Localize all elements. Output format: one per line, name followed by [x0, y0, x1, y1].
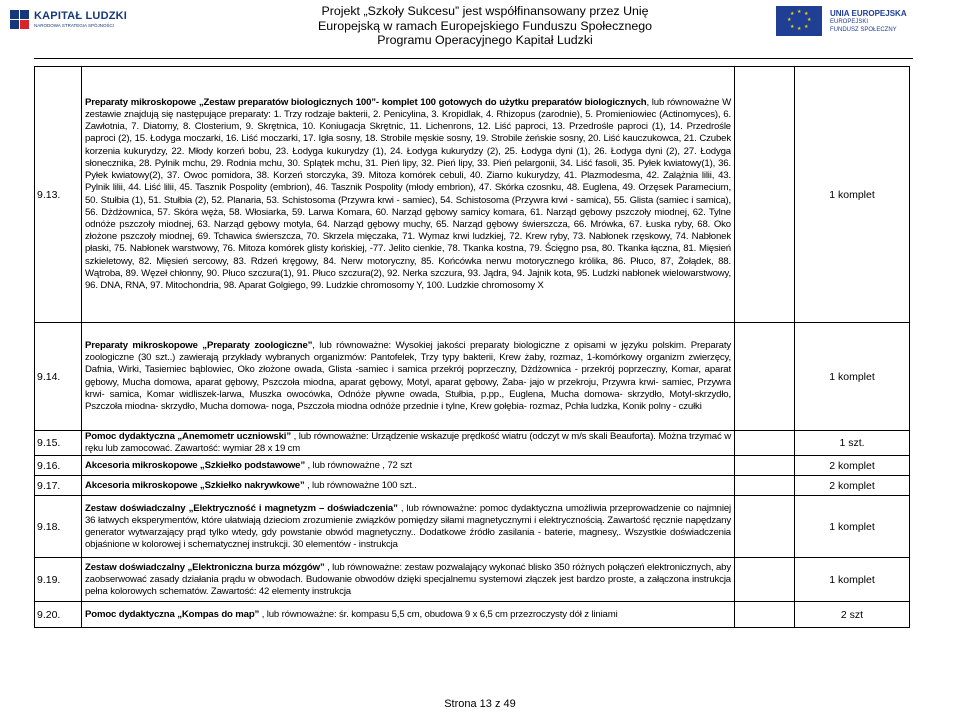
item-text: , lub równoważne: Wysokiej jakości preparaty biologiczne z opisami w języku polskim. Preparaty zoologiczne (30 szt..) zawierają przykłady wybranych organizmów: Pantofelek, Trzy typy bakterii, Krew żaby, rozmaz, 1-komórkowy organizm zwierzęcy, Dafnia, Wirki, Tasiemiec bąblowiec, Oko złożone owada, Glista -samiec i samica przekrój poprzeczny, Dżdżownica - przekrój poprzeczny, Komar, aparat gębowy, Mucha domowa, aparat gębowy, Pszczoła miodna, aparat gębowy, Motyl, aparat gębowy, Żaba- jajo w przekroju, Przywra krwi- samiec, Przywra krwi- samica, Komar widliszek-larwa, Muszka owocówka, Odnóże pływne owada, Stułbia, p.pp., Euglena, Mucha domowa- skrzydło, Motyl-skrzydło, Pszczoła miodna- skrzydło, Mucha domowa- noga, Pszczoła miodna odnóże przednie i tylne, Krew gołębia- rozmaz, Pchła ludzka, Konik polny - czułki — [85, 339, 731, 412]
eu-logo-line: UNIA EUROPEJSKA — [830, 9, 907, 18]
item-number: 9.18. — [35, 496, 82, 558]
item-number: 9.16. — [35, 456, 82, 476]
item-quantity: 1 komplet — [795, 558, 910, 602]
item-description — [82, 456, 735, 476]
empty-cell — [735, 476, 795, 496]
project-statement-line: Projekt „Szkoły Sukcesu” jest współfinansowany przez Unię — [321, 4, 649, 18]
empty-cell — [735, 431, 795, 456]
table-row — [35, 67, 910, 323]
item-text: , lub równoważne: Urządzenie wskazuje prędkość wiatru (odczyt w m/s skali Beauforta). Można trzymać w ręku lub zamocować. Zawartość: wymiar 28 x 19 cm — [85, 431, 731, 455]
empty-cell — [735, 496, 795, 558]
table-row — [35, 456, 910, 476]
item-text: , lub równoważne , 72 szt — [305, 459, 413, 471]
table-row — [35, 431, 910, 456]
item-quantity: 2 szt — [795, 602, 910, 628]
item-title: Akcesoria mikroskopowe „Szkiełko podstawowe” — [85, 459, 305, 471]
item-number: 9.17. — [35, 476, 82, 496]
item-description — [82, 558, 735, 602]
item-quantity: 2 komplet — [795, 456, 910, 476]
item-text: , lub równoważne 100 szt.. — [304, 479, 417, 491]
item-number: 9.13. — [35, 67, 82, 323]
item-text: , lub równoważne W zestawie znajdują się następujące preparaty: 1. Trzy rodzaje bakterii, 2. Penicylina, 3. Kropidlak, 4. Rhizopus (zarodnie), 5. Promieniowiec (Actinomyces), 6. Zawłotnia, 7. Diatomy, 8. Closterium, 9. Skrętnica, 10. Koniugacja Skrętnic, 11. Lichenrons, 12. Liść paproci, 13. Przedrośle paproci (1), 14. Przedrośle paproci (2), 15. Łodyga moczarki, 16. Liść moczarki, 17. Igła sosny, 18. Strobile męskie sosny, 19. Strobile żeńskie sosny, 20. Liść kauczukowca, 21. Czubek korzenia kukurydzy, 22. Młody korzeń bobu, 23. Łodyga kukurydzy (1), 24. Łodyga kukurydzy (2), 25. Łodyga dyni (1), 26. Łodyga dyni (2), 27. Łodyga słonecznika, 28. Pylnik mchu, 29. Rodnia mchu, 30. Splątek mchu, 31. Pień lipy, 32. Pień lipy, 33. Pień pelargonii, 34. Liść fasoli, 35. Pyłek kwiatowy(1), 36. Pyłek kwiatowy(2), 37. Owoc pomidora, 38. Korzeń storczyka, 39. Mitoza komórek cebuli, 40. Ziarno kukurydzy, 41. Plazmodesma, 42. Zalążnia lilii, 43. Pylnik lilii, 44. Liść lilii, 45. Tasznik Pospolity (embrion), 46. Tasznik Pospolity (młody embrion), 47. Skórka czosnku, 48. Euglena, 49. Orzęsek Paramecium, 50. Stułbia (1), 51. Stułbia (2), 52. Planaria, 53. Schistosoma (Przywra krwi - samiec), 54. Schistosoma (Przywra krwi - samica), 55. Glista (samiec i samica), 56. Dżdżownica, 57. Skóra węża, 58. Włosiarka, 59. Larwa Komara, 60. Narząd gębowy samicy komara, 61. Narząd gębowy pszczoły miodnej, 62. Tylne odnóże pszczoły miodnej, 63. Narząd gębowy motyla, 64. Narząd gębowy muchy, 65. Narząd gębowy świerszcza, 66. Mrówka, 67. Łuska ryby, 68. Oko złożone pszczoły miodnej, 69. Tchawica świerszcza, 70. Skrzela mięczaka, 71. Wymaz krwi ludzkiej, 72. Krew ryby, 73. Nabłonek rzęskowy, 74. Nabłonek płaski, 75. Nabłonek warstwowy, 76. Mitoza komórek glisty końskiej, -77. Jelito cienkie, 78. Tkanka kostna, 79. Ścięgno psa, 80. Tkanka łączna, 81. Mięsień szkieletowy, 82. Mięsień sercowy, 83. Rdzeń kręgowy, 84. Nerw motoryczny, 85. Końcówka nerwu motorycznego królika, 86. Płuco, 87, Żołądek, 88. Wątroba, 89. Węzeł chłonny, 90. Płuco szczura(1), 91. Płuco szczura(2), 92. Nerka szczura, 93. Jądra, 94. Jajnik kota, 95. Ludzki nabłonek wielowarstwowy, 96. DNA, RNA, 97. Mitochondria, 98. Aparat Golgiego, 99. Ludzkie chromosomy Y, 100. Ludzkie chromosomy X — [85, 96, 732, 291]
table-row — [35, 602, 910, 628]
item-quantity: 1 szt. — [795, 431, 910, 456]
project-statement-line: Europejską w ramach Europejskiego Funduszu Społecznego — [317, 18, 653, 33]
item-title: Preparaty mikroskopowe „Preparaty zoologiczne” — [85, 339, 313, 351]
left-logo-subtitle: NARODOWA STRATEGIA SPÓJNOŚCI — [34, 23, 115, 28]
page-header — [0, 0, 960, 52]
item-description — [82, 496, 735, 558]
item-quantity: 1 komplet — [795, 67, 910, 323]
item-description — [82, 323, 735, 431]
item-description — [82, 67, 735, 323]
item-text: , lub równoważne: pomoc dydaktyczna umożliwia przeprowadzenie co najmniej 36 łatwych eksperymentów, które ułatwiają dzieciom zrozumienie związków pomiędzy siłami magnetycznymi i elektrycznością. Zawartość ręcznie napędzany generator wytwarzający prąd tylko wtedy, gdy powstanie obwód magnetyczny.. Dodatkowe źródło zasilania - baterie, magnesy,. Wszystkie doświadczenia objaśnione w kolorowej i schematycznej instrukcji. 30 elementów - instrukcja — [85, 502, 731, 551]
item-description — [82, 476, 735, 496]
item-number: 9.14. — [35, 323, 82, 431]
left-logo-title: KAPITAŁ LUDZKI — [34, 10, 128, 22]
kapital-ludzki-logo — [10, 8, 130, 42]
item-quantity: 2 komplet — [795, 476, 910, 496]
empty-cell — [735, 456, 795, 476]
empty-cell — [735, 67, 795, 323]
empty-cell — [735, 323, 795, 431]
table-row — [35, 558, 910, 602]
item-number: 9.19. — [35, 558, 82, 602]
kapital-ludzki-mark-icon — [10, 10, 30, 30]
item-title: Pomoc dydaktyczna „Anemometr uczniowski” — [85, 431, 291, 442]
empty-cell — [735, 602, 795, 628]
item-title: Zestaw doświadczalny „Elektroniczna burza mózgów” — [85, 561, 325, 573]
item-text: , lub równoważne: zestaw pozwalający wykonać blisko 350 różnych połączeń elektronicznych, aby zaobserwować zasady działania prądu w obwodach. Budowanie obwodów dzięki specjalnemu systemowi złączek jest bardzo proste, a załączona instrukcja pełna kolorowych schematów. Zawartość: 42 elementy instrukcja — [85, 561, 731, 597]
eu-logo-line: EUROPEJSKI — [830, 19, 869, 25]
item-title: Zestaw doświadczalny „Elektryczność i magnetyzm – doświadczenia” — [85, 502, 398, 514]
project-statement — [290, 4, 680, 48]
item-title: Preparaty mikroskopowe „Zestaw preparatów biologicznych 100”- komplet 100 gotowych do użytku preparatów biologicznych — [85, 96, 647, 108]
eu-flag-icon: ★ ★ ★ ★ ★ ★ ★ ★ — [776, 6, 822, 36]
item-number: 9.15. — [35, 431, 82, 456]
table-row — [35, 476, 910, 496]
empty-cell — [735, 558, 795, 602]
item-text: , lub równoważne: śr. kompasu 5,5 cm, obudowa 9 x 6,5 cm przezroczysty dół z liniami — [259, 608, 618, 620]
item-title: Pomoc dydaktyczna „Kompas do map” — [85, 608, 260, 620]
item-number: 9.20. — [35, 602, 82, 628]
eu-logo — [776, 6, 951, 44]
header-divider — [34, 58, 913, 59]
table-row — [35, 496, 910, 558]
eu-logo-line: FUNDUSZ SPOŁECZNY — [830, 27, 897, 33]
items-table — [34, 66, 910, 628]
project-statement-line: Programu Operacyjnego Kapitał Ludzki — [377, 33, 593, 47]
item-quantity: 1 komplet — [795, 323, 910, 431]
item-description — [82, 602, 735, 628]
table-row — [35, 323, 910, 431]
page-number: Strona 13 z 49 — [444, 698, 516, 710]
item-quantity: 1 komplet — [795, 496, 910, 558]
item-title: Akcesoria mikroskopowe „Szkiełko nakrywkowe” — [85, 479, 305, 491]
item-description — [82, 431, 735, 456]
